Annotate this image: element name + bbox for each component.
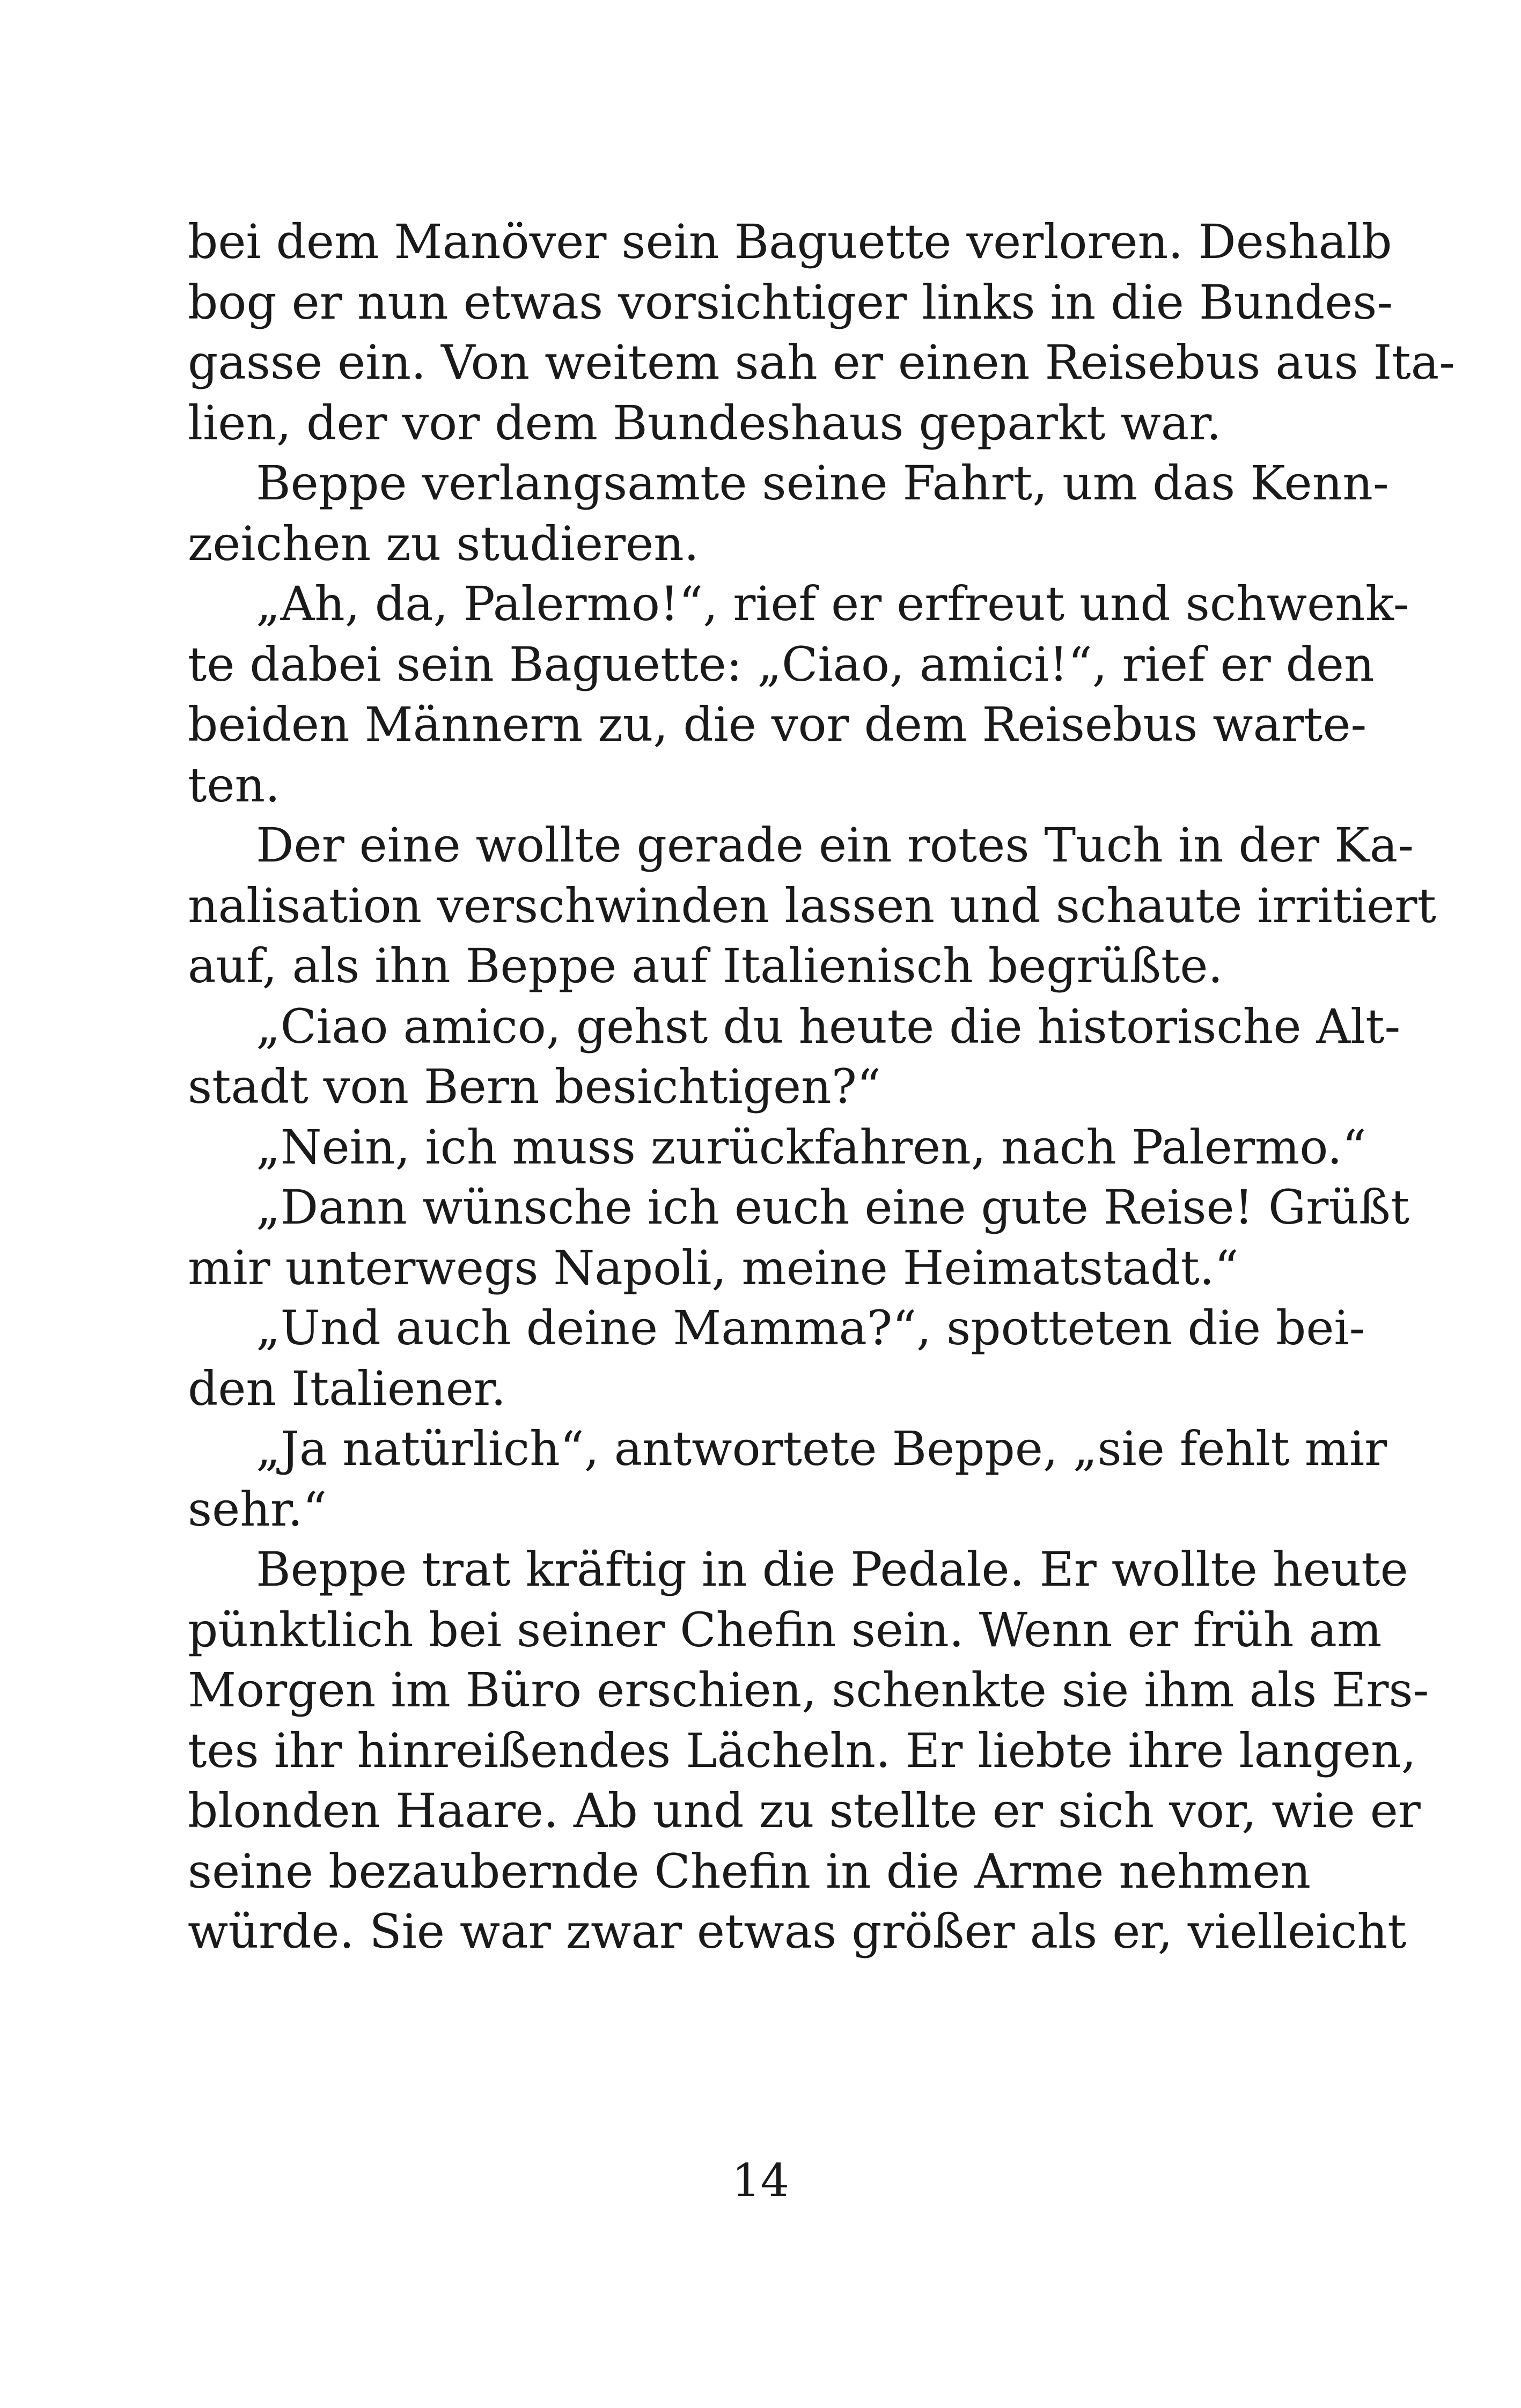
text-line: tes ihr hinreißendes Lächeln. Er liebte ihre langen, bbox=[188, 1722, 1416, 1778]
text-line: den Italiener. bbox=[188, 1360, 506, 1416]
text-line: Morgen im Büro erschien, schenkte sie ihm als Ers- bbox=[188, 1662, 1429, 1718]
text-line: „Ja natürlich“, antwortete Beppe, „sie fehlt mir bbox=[256, 1421, 1387, 1476]
text-line: zeichen zu studieren. bbox=[188, 516, 699, 571]
text-line: stadt von Bern besichtigen?“ bbox=[188, 1059, 881, 1114]
text-line: bog er nun etwas vorsichtiger links in die Bundes- bbox=[188, 274, 1393, 330]
text-line: „Ah, da, Palermo!“, rief er erfreut und schwenk- bbox=[256, 576, 1409, 631]
text-line: „Und auch deine Mamma?“, spotteten die bei- bbox=[256, 1300, 1365, 1356]
text-line: te dabei sein Baguette: „Ciao, amici!“, rief er den bbox=[188, 636, 1375, 692]
text-line: würde. Sie war zwar etwas größer als er, vielleicht bbox=[188, 1904, 1407, 1959]
text-line: gasse ein. Von weitem sah er einen Reisebus aus Ita- bbox=[188, 335, 1455, 390]
text-line: seine bezaubernde Chefin in die Arme nehmen bbox=[188, 1843, 1311, 1899]
text-line: „Nein, ich muss zurückfahren, nach Palermo.“ bbox=[256, 1119, 1366, 1175]
body-text bbox=[188, 212, 1455, 1962]
text-line: sehr.“ bbox=[188, 1481, 327, 1537]
text-line: nalisation verschwinden lassen und schaute irritiert bbox=[188, 878, 1436, 933]
text-line: Beppe trat kräftig in die Pedale. Er wollte heute bbox=[256, 1542, 1408, 1597]
text-line: Der eine wollte gerade ein rotes Tuch in der Ka- bbox=[256, 818, 1414, 873]
text-line: „Dann wünsche ich euch eine gute Reise! Grüßt bbox=[256, 1180, 1410, 1235]
text-line: pünktlich bei seiner Chefin sein. Wenn er früh am bbox=[188, 1602, 1382, 1658]
text-line: mir unterwegs Napoli, meine Heimatstadt.“ bbox=[188, 1240, 1239, 1295]
page-number: 14 bbox=[732, 2154, 789, 2207]
text-line: ten. bbox=[188, 757, 281, 813]
text-line: Beppe verlangsamte seine Fahrt, um das Kenn- bbox=[256, 455, 1389, 511]
text-line: bei dem Manöver sein Baguette verloren. Deshalb bbox=[188, 214, 1392, 269]
text-line: beiden Männern zu, die vor dem Reisebus warte- bbox=[188, 697, 1367, 752]
text-line: auf, als ihn Beppe auf Italienisch begrüßte. bbox=[188, 938, 1223, 993]
text-line: „Ciao amico, gehst du heute die historische Alt- bbox=[256, 998, 1401, 1054]
text-line: blonden Haare. Ab und zu stellte er sich vor, wie er bbox=[188, 1783, 1421, 1838]
text-line: lien, der vor dem Bundeshaus geparkt war. bbox=[188, 395, 1222, 451]
